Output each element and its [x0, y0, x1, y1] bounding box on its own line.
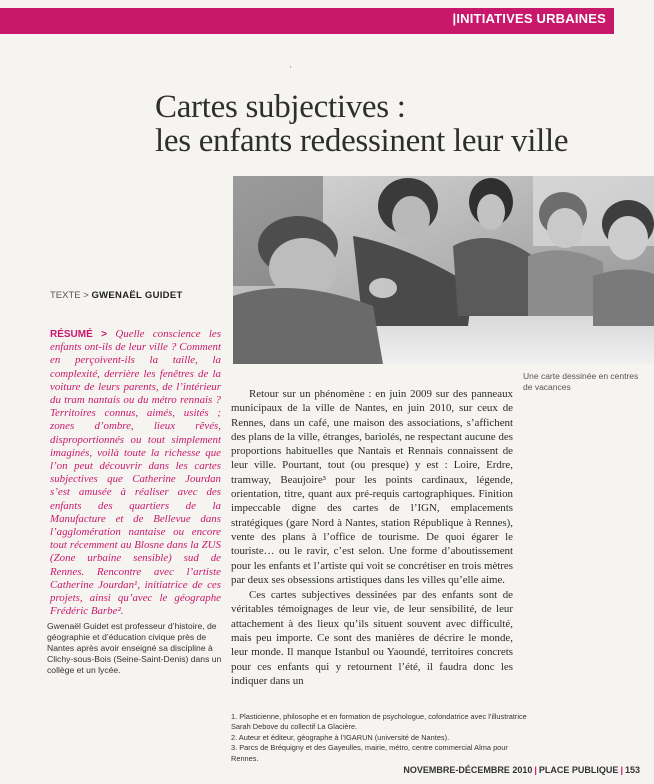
- footnote: 3. Parcs de Bréquigny et des Gayeulles, mairie, métro, centre commercial Alma pour Rennes.: [231, 743, 508, 763]
- article-body: [231, 387, 513, 688]
- byline-prefix: TEXTE >: [50, 290, 92, 301]
- photo-caption: Une carte dessinée en centres de vacances: [523, 371, 639, 392]
- author-bio: Gwenaël Guidet est professeur d’histoire, de géographie et d’éducation civique près de Nantes après avoir enseigné sa discipline à Clichy-sous-Bois (Seine-Saint-Denis) dans un collège et un lycée.: [47, 621, 222, 675]
- section-tag: |INITIATIVES URBAINES: [452, 11, 606, 26]
- scan-mark: ˙: [288, 66, 293, 77]
- summary-text: Quelle conscience les enfants ont-ils de leur ville ? Comment en perçoivent-ils la taille, la complexité, derrière les fenêtres de la voiture de leurs parents, de l’intérieur du tram nantais ou du métro rennais ? Territoires connus, aimés, usités ; zones d’ombre, lieux rêvés, disproportionnés ou tout simplement imaginés, voilà toute la richesse que l’on peut découvrir dans les cartes subjectives que Catherine Jourdan s’est amusée à réaliser avec des enfants des quartiers de la Manufacture et de Bellevue dans l’agglomération nantaise ou encore tout récemment au Blosne dans la ZUS (Zone urbaine sensible) sud de Rennes. Rencontre avec l’artiste Catherine Jourdan¹, initiatrice de ces projets, ainsi qu’avec le géographe Frédéric Barbe².: [50, 328, 221, 618]
- article-photo: [233, 176, 654, 364]
- children-drawing-photo-illustration: [233, 176, 654, 364]
- byline: [50, 290, 183, 301]
- page-number: 153: [624, 765, 640, 775]
- article-title-line-1: Cartes subjectives :: [155, 89, 406, 125]
- body-paragraph: Retour sur un phénomène : en juin 2009 sur des panneaux municipaux de la ville de Nantes, en juin 2010, sur ceux de Rennes, dans un café, une maison des associations, s’affichent des plans de la ville, étranges, bariolés, ne respectant aucune des proportions habituelles que Nantais et Rennais connaissent de leur ville. Pourtant, tout (ou presque) y est : Loire, Erdre, tramway, Beaujoire³ pour les points cardinaux, légende, orientation, titre, quant aux pré-requis cartographiques. Finition impeccable digne des cartes de l’IGN, emplacements stratégiques (gare Nord à Nantes, station République à Rennes), vente des plans à l’office de tourisme. De quoi égarer le touriste… ou le ravir, c’est selon. Une forme d’aboutissement pour les enfants et l’artiste qui voit se concrétiser en trois mètres par deux ses obsessions artistiques dans les villes qu’elle aime.: [231, 388, 513, 586]
- body-paragraph: Ces cartes subjectives dessinées par des enfants sont de véritables témoignages de leur vie, de leur sensibilité, de leur attachement à des lieux qu’ils situent souvent avec difficulté, mais peu importe. Ce sont des manières de décrire le monde, leur monde. Il manque Istanbul ou Yaoundé, territoires concrets pour ces enfants qui y retournent l’été, il faudra donc les indiquer dans un: [231, 589, 513, 687]
- footnote: 1. Plasticienne, philosophe et en formation de psychologue, cofondatrice avec l’illustratrice Sarah Debove du collectif La Glacière.: [231, 712, 527, 732]
- footnotes: [231, 712, 531, 764]
- article-title: [155, 90, 625, 158]
- byline-author: GWENAËL GUIDET: [91, 290, 183, 301]
- footer-separator: |: [620, 765, 623, 775]
- issue-date: NOVEMBRE-DÉCEMBRE 2010: [403, 765, 533, 775]
- summary: [50, 328, 221, 618]
- article-title-line-2: les enfants redessinent leur ville: [155, 123, 569, 159]
- footnote: 2. Auteur et éditeur, géographe à l’IGARUN (université de Nantes).: [231, 732, 450, 742]
- magazine-name: PLACE PUBLIQUE: [538, 765, 619, 775]
- page-footer: [403, 765, 640, 775]
- section-header-bar: [0, 8, 614, 34]
- summary-label: RÉSUMÉ >: [50, 329, 116, 340]
- footer-separator: |: [534, 765, 537, 775]
